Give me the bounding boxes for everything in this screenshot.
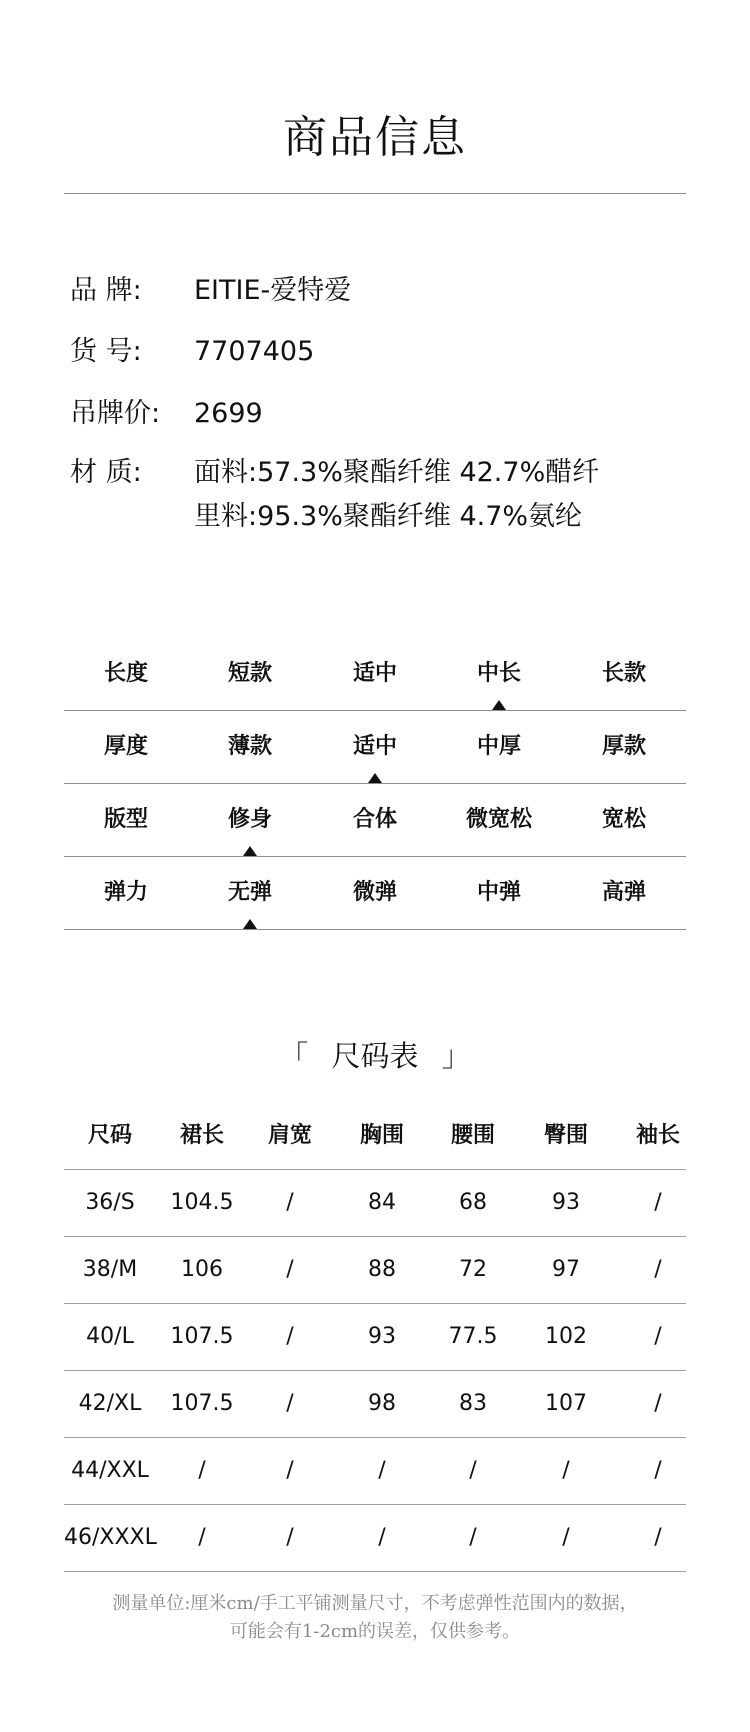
attribute-option [562, 784, 686, 856]
size-table-header [64, 1103, 686, 1170]
title-divider [64, 193, 686, 194]
attribute-option [188, 857, 312, 929]
size-table-header-cell: 袖长 [635, 1123, 680, 1148]
size-table-header-cell: 胸围 [359, 1123, 404, 1148]
size-table-cell: 42/XL [78, 1391, 142, 1416]
attribute-option-label: 高弹 [601, 880, 646, 905]
size-table-header-cell: 肩宽 [267, 1123, 312, 1148]
size-table-cell: / [654, 1458, 662, 1483]
attribute-option [313, 784, 437, 856]
size-table-cell: 83 [459, 1391, 487, 1416]
size-title-close-bracket: 」 [441, 1039, 471, 1073]
attribute-option [188, 784, 312, 856]
size-table-cell: / [286, 1525, 294, 1550]
attribute-name: 弹力 [103, 880, 148, 905]
attribute-option [437, 784, 561, 856]
material-line-1: 面料:57.3%聚酯纤维 42.7%醋纤 [194, 457, 600, 488]
size-table-cell: / [469, 1458, 477, 1483]
attribute-name: 版型 [103, 807, 148, 832]
attribute-option-label: 适中 [352, 734, 397, 759]
attribute-option [437, 711, 561, 783]
size-table-cell: 68 [459, 1190, 487, 1215]
attribute-row [64, 857, 686, 930]
attribute-option-label: 适中 [352, 661, 397, 686]
size-table-cell: / [286, 1391, 294, 1416]
size-table-cell: / [378, 1525, 386, 1550]
attribute-option-label: 合体 [352, 807, 397, 832]
size-table-cell: 93 [368, 1324, 396, 1349]
size-table-cell: 107 [545, 1391, 587, 1416]
size-table-cell: 102 [545, 1324, 587, 1349]
attribute-option-label: 宽松 [601, 807, 646, 832]
size-table-cell: / [378, 1458, 386, 1483]
attribute-option [437, 638, 561, 710]
attribute-option [562, 638, 686, 710]
size-table-row [64, 1237, 686, 1304]
attribute-row [64, 638, 686, 711]
attribute-option-label: 中长 [476, 661, 521, 686]
page-title: 商品信息 [283, 112, 467, 163]
brand-label: 品 牌: [70, 275, 142, 306]
price-value: 2699 [194, 398, 263, 429]
sku-label: 货 号: [70, 336, 142, 367]
size-table-cell: / [654, 1525, 662, 1550]
size-table-cell: 38/M [82, 1257, 138, 1282]
material-line-2: 里料:95.3%聚酯纤维 4.7%氨纶 [194, 501, 583, 532]
size-table-cell: 107.5 [170, 1391, 234, 1416]
size-table-row [64, 1438, 686, 1505]
size-table-cell: 97 [552, 1257, 580, 1282]
size-table-cell: 77.5 [448, 1324, 498, 1349]
size-table-cell: 88 [368, 1257, 396, 1282]
size-table-cell: / [286, 1190, 294, 1215]
size-table-cell: / [562, 1458, 570, 1483]
size-table-cell: 84 [368, 1190, 396, 1215]
size-table-cell: 40/L [86, 1324, 134, 1349]
attribute-row [64, 711, 686, 784]
size-table-cell: / [469, 1525, 477, 1550]
size-table-cell: / [198, 1525, 206, 1550]
attribute-option [313, 711, 437, 783]
attribute-option-label: 微宽松 [465, 807, 532, 832]
attribute-option [562, 711, 686, 783]
attribute-option [188, 638, 312, 710]
attribute-name: 长度 [103, 661, 148, 686]
size-table-cell: / [654, 1257, 662, 1282]
size-table-cell: 36/S [85, 1190, 135, 1215]
size-table-header-cell: 腰围 [450, 1123, 495, 1148]
size-table-cell: 72 [459, 1257, 487, 1282]
attribute-option-label: 厚款 [601, 734, 646, 759]
attribute-option-label: 长款 [601, 661, 646, 686]
attribute-option [562, 857, 686, 929]
selected-triangle-icon [243, 846, 257, 856]
size-table-cell: 107.5 [170, 1324, 234, 1349]
size-table-cell: 93 [552, 1190, 580, 1215]
size-table-header-cell: 臀围 [543, 1123, 588, 1148]
attribute-option-label: 无弹 [227, 880, 272, 905]
size-table-cell: / [654, 1324, 662, 1349]
size-table-row [64, 1304, 686, 1371]
size-table-row [64, 1371, 686, 1438]
note-line-1: 测量单位:厘米cm/手工平铺测量尺寸，不考虑弹性范围内的数据， [112, 1593, 638, 1614]
size-table-cell: 98 [368, 1391, 396, 1416]
size-table-cell: / [286, 1257, 294, 1282]
size-table-header-cell: 尺码 [87, 1123, 132, 1148]
attribute-option-label: 修身 [227, 807, 272, 832]
size-table-row [64, 1505, 686, 1572]
attribute-option [313, 857, 437, 929]
attribute-row [64, 784, 686, 857]
size-table-cell: / [654, 1391, 662, 1416]
size-title-open-bracket: 「 [279, 1039, 309, 1073]
size-table-cell: 106 [181, 1257, 223, 1282]
size-table-title [0, 1036, 750, 1076]
attribute-option [437, 857, 561, 929]
attribute-option [188, 711, 312, 783]
sku-value: 7707405 [194, 336, 315, 367]
selected-triangle-icon [492, 700, 506, 710]
selected-triangle-icon [368, 773, 382, 783]
size-title-text: 尺码表 [331, 1039, 419, 1073]
size-table-cell: / [654, 1190, 662, 1215]
size-table-header-cell: 裙长 [179, 1123, 224, 1148]
material-label: 材 质: [70, 457, 142, 488]
brand-value: EITIE-爱特爱 [194, 275, 352, 306]
size-table-cell: 104.5 [170, 1190, 234, 1215]
attribute-option-label: 短款 [227, 661, 272, 686]
note-line-2: 可能会有1-2cm的误差，仅供参考。 [229, 1621, 521, 1642]
size-table-cell: / [286, 1324, 294, 1349]
attribute-option-label: 中弹 [476, 880, 521, 905]
selected-triangle-icon [243, 919, 257, 929]
size-table-cell: / [562, 1525, 570, 1550]
attribute-name: 厚度 [103, 734, 148, 759]
measurement-note [0, 1590, 750, 1646]
price-label: 吊牌价: [70, 398, 161, 429]
size-table-row [64, 1170, 686, 1237]
attribute-option-label: 微弹 [352, 880, 397, 905]
size-table-cell: / [286, 1458, 294, 1483]
attribute-option [313, 638, 437, 710]
size-table-cell: 46/XXXL [64, 1525, 157, 1550]
size-table-cell: / [198, 1458, 206, 1483]
attribute-option-label: 薄款 [227, 734, 272, 759]
attribute-option-label: 中厚 [476, 734, 521, 759]
size-table-cell: 44/XXL [71, 1458, 149, 1483]
